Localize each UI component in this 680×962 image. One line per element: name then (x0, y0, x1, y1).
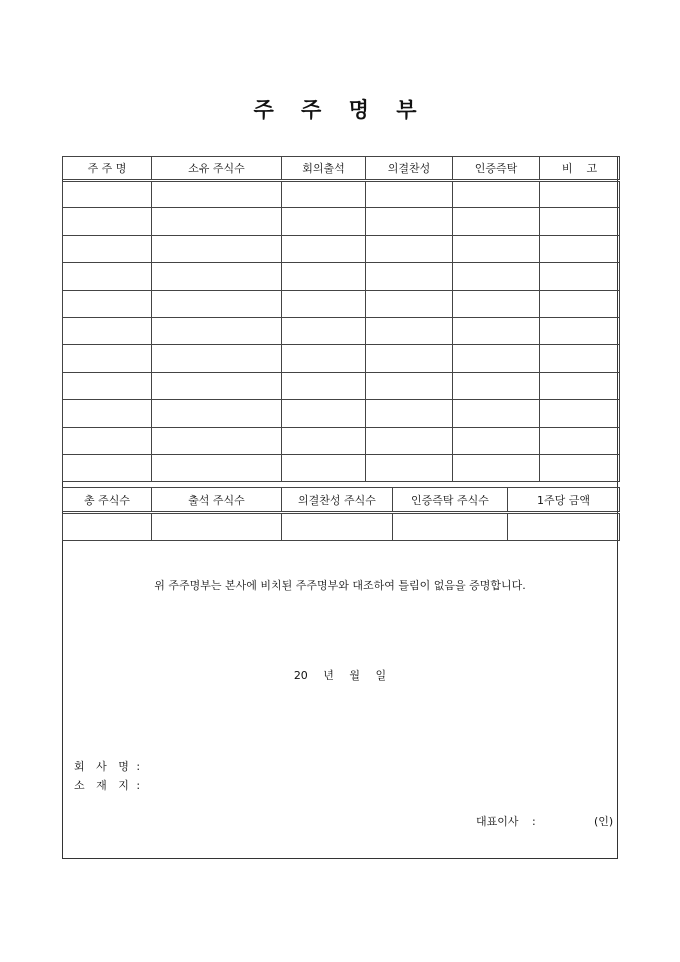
table-cell[interactable] (540, 263, 620, 290)
table-cell[interactable] (282, 263, 366, 290)
header-remarks: 비 고 (540, 157, 620, 181)
table-cell[interactable] (453, 372, 540, 399)
table-cell[interactable] (540, 235, 620, 262)
table-cell[interactable] (453, 235, 540, 262)
table-row (63, 290, 620, 317)
table-row (63, 263, 620, 290)
table-cell[interactable] (282, 181, 366, 208)
table-cell[interactable] (453, 317, 540, 344)
table-cell[interactable] (282, 400, 366, 427)
table-cell[interactable] (540, 181, 620, 208)
company-name-colon: : (136, 760, 141, 773)
table-cell[interactable] (366, 317, 453, 344)
certification-statement: 위 주주명부는 본사에 비치된 주주명부와 대조하여 틀림이 없음을 증명합니다. (154, 579, 526, 592)
table-cell[interactable] (63, 181, 152, 208)
header-resolution-approval: 의결찬성 (366, 157, 453, 181)
table-cell[interactable] (540, 454, 620, 481)
table-cell[interactable] (152, 263, 282, 290)
table-cell[interactable] (540, 290, 620, 317)
table-cell[interactable] (366, 208, 453, 235)
table-cell[interactable] (540, 372, 620, 399)
table-cell[interactable] (453, 454, 540, 481)
header-total-shares: 총 주식수 (63, 488, 152, 513)
table-cell[interactable] (63, 317, 152, 344)
table-cell[interactable] (63, 400, 152, 427)
table-cell[interactable] (152, 290, 282, 317)
table-cell[interactable] (282, 345, 366, 372)
table-cell[interactable] (540, 317, 620, 344)
table-cell[interactable] (453, 427, 540, 454)
table-cell[interactable] (366, 235, 453, 262)
table-cell[interactable] (366, 454, 453, 481)
table-cell[interactable] (453, 181, 540, 208)
header-approving-shares: 의결찬성 주식수 (282, 488, 393, 513)
table-row (63, 372, 620, 399)
table-cell[interactable] (453, 400, 540, 427)
page-title: 주 주 명 부 (253, 98, 427, 122)
representative-label: 대표이사 (476, 815, 519, 828)
date-line: 20 년 월 일 (293, 669, 387, 682)
representative-colon: : (532, 815, 536, 828)
table-row (63, 345, 620, 372)
table-row (63, 208, 620, 235)
header-attending-shares: 출석 주식수 (152, 488, 282, 513)
header-owned-shares: 소유 주식수 (152, 157, 282, 181)
table-row (63, 317, 620, 344)
table-cell[interactable] (63, 290, 152, 317)
table-cell[interactable] (152, 427, 282, 454)
table-cell[interactable] (63, 372, 152, 399)
table-cell[interactable] (366, 290, 453, 317)
representative-line (476, 813, 536, 829)
table-cell[interactable] (366, 181, 453, 208)
table-cell[interactable] (453, 263, 540, 290)
table-row (63, 454, 620, 481)
summary-cell[interactable] (152, 513, 282, 541)
table-cell[interactable] (453, 290, 540, 317)
table-row (63, 235, 620, 262)
summary-header-row (63, 488, 620, 513)
table-cell[interactable] (282, 317, 366, 344)
table-cell[interactable] (152, 372, 282, 399)
table-cell[interactable] (63, 208, 152, 235)
table-cell[interactable] (63, 454, 152, 481)
summary-cell[interactable] (393, 513, 508, 541)
table-cell[interactable] (63, 235, 152, 262)
table-cell[interactable] (540, 345, 620, 372)
table-cell[interactable] (152, 400, 282, 427)
shareholder-table (62, 156, 620, 482)
table-cell[interactable] (63, 263, 152, 290)
table-cell[interactable] (366, 263, 453, 290)
table-cell[interactable] (453, 345, 540, 372)
table-cell[interactable] (152, 235, 282, 262)
table-cell[interactable] (152, 454, 282, 481)
company-name-line (74, 758, 140, 774)
header-per-share-amount: 1주당 금액 (508, 488, 620, 513)
table-row (63, 400, 620, 427)
table-cell[interactable] (540, 427, 620, 454)
table-cell[interactable] (152, 345, 282, 372)
table-cell[interactable] (282, 208, 366, 235)
table-cell[interactable] (540, 400, 620, 427)
table-cell[interactable] (63, 345, 152, 372)
summary-table (62, 487, 620, 541)
table-cell[interactable] (540, 208, 620, 235)
header-certified-shares: 인증즉탁 주식수 (393, 488, 508, 513)
table-row (63, 181, 620, 208)
table-cell[interactable] (282, 454, 366, 481)
company-address-colon: : (136, 779, 141, 792)
table-cell[interactable] (366, 372, 453, 399)
summary-cell[interactable] (63, 513, 152, 541)
company-address-line (74, 777, 140, 793)
summary-data-row (63, 513, 620, 541)
table-header-row (63, 157, 620, 181)
table-row (63, 427, 620, 454)
table-cell[interactable] (453, 208, 540, 235)
table-cell[interactable] (152, 317, 282, 344)
table-cell[interactable] (366, 400, 453, 427)
summary-cell[interactable] (508, 513, 620, 541)
table-cell[interactable] (282, 427, 366, 454)
seal-mark: (인) (594, 815, 614, 828)
table-cell[interactable] (366, 427, 453, 454)
table-cell[interactable] (152, 181, 282, 208)
header-meeting-attendance: 회의출석 (282, 157, 366, 181)
table-cell[interactable] (282, 290, 366, 317)
table-cell[interactable] (152, 208, 282, 235)
header-certification: 인증즉탁 (453, 157, 540, 181)
table-cell[interactable] (282, 235, 366, 262)
table-cell[interactable] (63, 427, 152, 454)
table-cell[interactable] (366, 345, 453, 372)
table-cell[interactable] (282, 372, 366, 399)
header-shareholder-name: 주 주 명 (63, 157, 152, 181)
company-address-label: 소 재 지 (74, 779, 133, 792)
company-name-label: 회 사 명 (74, 760, 133, 773)
summary-cell[interactable] (282, 513, 393, 541)
